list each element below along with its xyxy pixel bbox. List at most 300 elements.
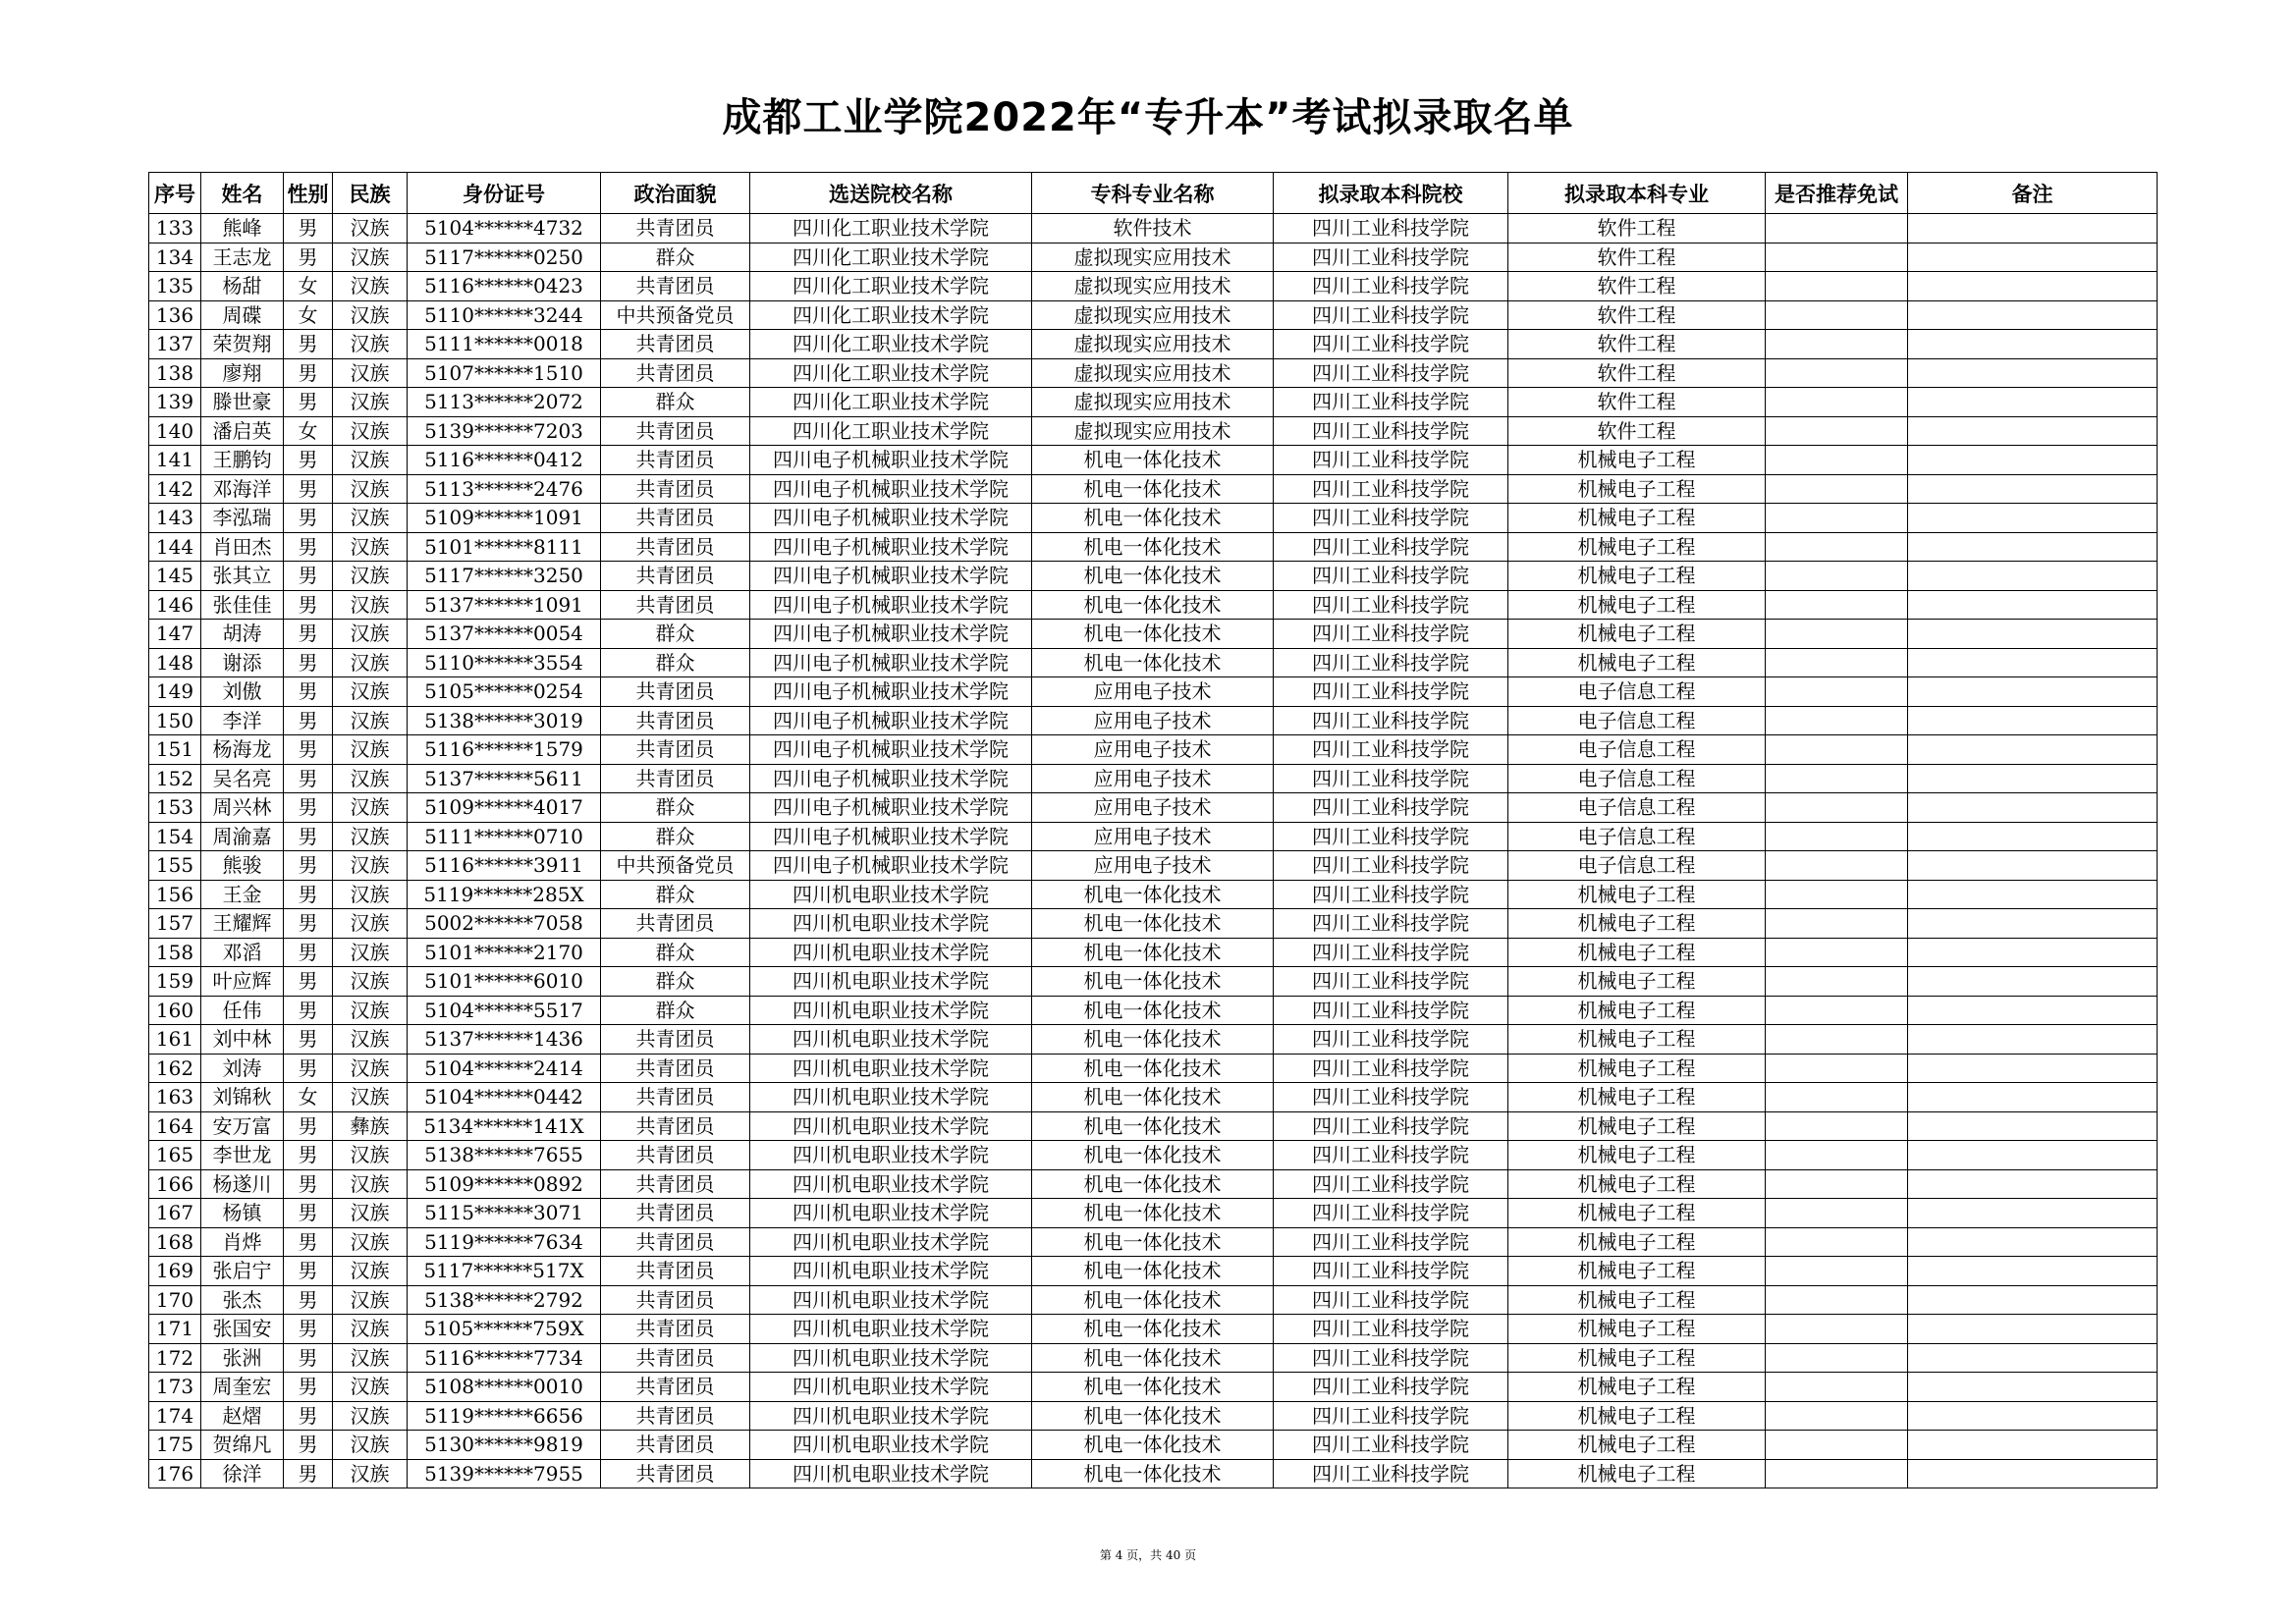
cell-id-number: 5107******1510 bbox=[408, 358, 601, 388]
cell-source-college: 四川电子机械职业技术学院 bbox=[750, 562, 1032, 591]
cell-gender: 男 bbox=[284, 446, 333, 475]
cell-name: 杨甜 bbox=[201, 272, 284, 301]
cell-exam-exempt bbox=[1766, 272, 1908, 301]
cell-source-college: 四川化工职业技术学院 bbox=[750, 300, 1032, 330]
table-row bbox=[149, 1169, 2158, 1199]
cell-source-college: 四川电子机械职业技术学院 bbox=[750, 706, 1032, 735]
cell-admit-major: 机械电子工程 bbox=[1508, 967, 1766, 997]
table-row bbox=[149, 1373, 2158, 1402]
cell-exam-exempt bbox=[1766, 300, 1908, 330]
cell-name: 荣贺翔 bbox=[201, 330, 284, 359]
cell-remarks bbox=[1908, 388, 2158, 417]
cell-ethnicity: 汉族 bbox=[333, 967, 408, 997]
cell-source-college: 四川电子机械职业技术学院 bbox=[750, 446, 1032, 475]
cell-admit-major: 机械电子工程 bbox=[1508, 1141, 1766, 1170]
cell-ethnicity: 汉族 bbox=[333, 851, 408, 881]
cell-index: 144 bbox=[149, 532, 201, 562]
table-row bbox=[149, 735, 2158, 765]
cell-remarks bbox=[1908, 446, 2158, 475]
cell-ethnicity: 汉族 bbox=[333, 1083, 408, 1112]
table-row bbox=[149, 504, 2158, 533]
cell-exam-exempt bbox=[1766, 330, 1908, 359]
cell-ethnicity: 汉族 bbox=[333, 1315, 408, 1344]
cell-political-status: 共青团员 bbox=[601, 706, 750, 735]
cell-exam-exempt bbox=[1766, 504, 1908, 533]
cell-admit-university: 四川工业科技学院 bbox=[1274, 1373, 1508, 1402]
table-row bbox=[149, 677, 2158, 707]
cell-ethnicity: 汉族 bbox=[333, 416, 408, 446]
cell-remarks bbox=[1908, 764, 2158, 793]
col-header-name: 姓名 bbox=[201, 173, 284, 214]
cell-source-college: 四川机电职业技术学院 bbox=[750, 1141, 1032, 1170]
cell-ethnicity: 汉族 bbox=[333, 1343, 408, 1373]
cell-associate-major: 机电一体化技术 bbox=[1032, 1343, 1274, 1373]
cell-id-number: 5109******1091 bbox=[408, 504, 601, 533]
cell-name: 贺绵凡 bbox=[201, 1431, 284, 1460]
cell-admit-university: 四川工业科技学院 bbox=[1274, 532, 1508, 562]
cell-admit-university: 四川工业科技学院 bbox=[1274, 909, 1508, 939]
cell-gender: 男 bbox=[284, 590, 333, 620]
cell-political-status: 共青团员 bbox=[601, 1025, 750, 1055]
cell-id-number: 5138******2792 bbox=[408, 1285, 601, 1315]
cell-remarks bbox=[1908, 735, 2158, 765]
cell-source-college: 四川机电职业技术学院 bbox=[750, 1199, 1032, 1228]
cell-admit-university: 四川工业科技学院 bbox=[1274, 706, 1508, 735]
cell-ethnicity: 汉族 bbox=[333, 474, 408, 504]
cell-admit-university: 四川工业科技学院 bbox=[1274, 1227, 1508, 1257]
cell-admit-university: 四川工业科技学院 bbox=[1274, 938, 1508, 967]
cell-index: 139 bbox=[149, 388, 201, 417]
cell-remarks bbox=[1908, 1431, 2158, 1460]
cell-id-number: 5137******1091 bbox=[408, 590, 601, 620]
cell-admit-university: 四川工业科技学院 bbox=[1274, 793, 1508, 823]
cell-political-status: 共青团员 bbox=[601, 590, 750, 620]
cell-name: 刘涛 bbox=[201, 1054, 284, 1083]
cell-source-college: 四川电子机械职业技术学院 bbox=[750, 677, 1032, 707]
cell-admit-university: 四川工业科技学院 bbox=[1274, 996, 1508, 1025]
cell-source-college: 四川机电职业技术学院 bbox=[750, 1025, 1032, 1055]
cell-admit-university: 四川工业科技学院 bbox=[1274, 620, 1508, 649]
cell-name: 杨遂川 bbox=[201, 1169, 284, 1199]
cell-political-status: 共青团员 bbox=[601, 1111, 750, 1141]
cell-remarks bbox=[1908, 1083, 2158, 1112]
cell-index: 162 bbox=[149, 1054, 201, 1083]
cell-gender: 男 bbox=[284, 793, 333, 823]
cell-source-college: 四川机电职业技术学院 bbox=[750, 1373, 1032, 1402]
cell-gender: 男 bbox=[284, 504, 333, 533]
cell-index: 151 bbox=[149, 735, 201, 765]
cell-remarks bbox=[1908, 909, 2158, 939]
cell-admit-major: 电子信息工程 bbox=[1508, 764, 1766, 793]
table-row bbox=[149, 620, 2158, 649]
cell-associate-major: 机电一体化技术 bbox=[1032, 1459, 1274, 1488]
cell-gender: 男 bbox=[284, 358, 333, 388]
cell-political-status: 群众 bbox=[601, 620, 750, 649]
cell-source-college: 四川电子机械职业技术学院 bbox=[750, 793, 1032, 823]
table-row bbox=[149, 1054, 2158, 1083]
cell-gender: 男 bbox=[284, 677, 333, 707]
cell-ethnicity: 汉族 bbox=[333, 793, 408, 823]
cell-exam-exempt bbox=[1766, 1459, 1908, 1488]
cell-gender: 女 bbox=[284, 416, 333, 446]
col-header-associate-major: 专科专业名称 bbox=[1032, 173, 1274, 214]
cell-index: 168 bbox=[149, 1227, 201, 1257]
cell-political-status: 共青团员 bbox=[601, 1459, 750, 1488]
table-row bbox=[149, 562, 2158, 591]
cell-exam-exempt bbox=[1766, 909, 1908, 939]
cell-ethnicity: 汉族 bbox=[333, 1169, 408, 1199]
cell-gender: 女 bbox=[284, 300, 333, 330]
cell-id-number: 5116******0412 bbox=[408, 446, 601, 475]
cell-admit-major: 机械电子工程 bbox=[1508, 1459, 1766, 1488]
cell-ethnicity: 汉族 bbox=[333, 735, 408, 765]
cell-gender: 男 bbox=[284, 938, 333, 967]
cell-name: 熊峰 bbox=[201, 214, 284, 243]
cell-ethnicity: 汉族 bbox=[333, 1257, 408, 1286]
cell-admit-major: 电子信息工程 bbox=[1508, 706, 1766, 735]
cell-gender: 男 bbox=[284, 620, 333, 649]
cell-admit-major: 软件工程 bbox=[1508, 300, 1766, 330]
cell-source-college: 四川机电职业技术学院 bbox=[750, 1315, 1032, 1344]
cell-admit-major: 机械电子工程 bbox=[1508, 504, 1766, 533]
cell-source-college: 四川电子机械职业技术学院 bbox=[750, 822, 1032, 851]
cell-index: 138 bbox=[149, 358, 201, 388]
cell-name: 张其立 bbox=[201, 562, 284, 591]
table-row bbox=[149, 590, 2158, 620]
cell-remarks bbox=[1908, 532, 2158, 562]
cell-gender: 男 bbox=[284, 1285, 333, 1315]
cell-exam-exempt bbox=[1766, 1141, 1908, 1170]
table-row bbox=[149, 793, 2158, 823]
cell-admit-major: 软件工程 bbox=[1508, 388, 1766, 417]
cell-source-college: 四川机电职业技术学院 bbox=[750, 996, 1032, 1025]
cell-admit-university: 四川工业科技学院 bbox=[1274, 562, 1508, 591]
cell-name: 李世龙 bbox=[201, 1141, 284, 1170]
cell-admit-university: 四川工业科技学院 bbox=[1274, 504, 1508, 533]
cell-id-number: 5002******7058 bbox=[408, 909, 601, 939]
cell-index: 153 bbox=[149, 793, 201, 823]
cell-id-number: 5113******2072 bbox=[408, 388, 601, 417]
cell-index: 146 bbox=[149, 590, 201, 620]
cell-gender: 男 bbox=[284, 880, 333, 909]
cell-gender: 男 bbox=[284, 1315, 333, 1344]
cell-gender: 男 bbox=[284, 1257, 333, 1286]
cell-political-status: 共青团员 bbox=[601, 1141, 750, 1170]
cell-ethnicity: 汉族 bbox=[333, 1431, 408, 1460]
cell-admit-major: 机械电子工程 bbox=[1508, 996, 1766, 1025]
cell-exam-exempt bbox=[1766, 1083, 1908, 1112]
cell-exam-exempt bbox=[1766, 764, 1908, 793]
cell-name: 任伟 bbox=[201, 996, 284, 1025]
cell-id-number: 5104******4732 bbox=[408, 214, 601, 243]
cell-admit-university: 四川工业科技学院 bbox=[1274, 880, 1508, 909]
cell-ethnicity: 汉族 bbox=[333, 706, 408, 735]
cell-ethnicity: 汉族 bbox=[333, 1459, 408, 1488]
cell-ethnicity: 汉族 bbox=[333, 330, 408, 359]
cell-id-number: 5116******3911 bbox=[408, 851, 601, 881]
cell-index: 145 bbox=[149, 562, 201, 591]
cell-admit-university: 四川工业科技学院 bbox=[1274, 474, 1508, 504]
cell-associate-major: 应用电子技术 bbox=[1032, 764, 1274, 793]
cell-admit-major: 机械电子工程 bbox=[1508, 909, 1766, 939]
cell-id-number: 5105******759X bbox=[408, 1315, 601, 1344]
cell-id-number: 5101******6010 bbox=[408, 967, 601, 997]
cell-admit-major: 软件工程 bbox=[1508, 243, 1766, 272]
cell-name: 王耀辉 bbox=[201, 909, 284, 939]
table-row bbox=[149, 214, 2158, 243]
cell-source-college: 四川化工职业技术学院 bbox=[750, 416, 1032, 446]
cell-ethnicity: 汉族 bbox=[333, 1373, 408, 1402]
cell-exam-exempt bbox=[1766, 851, 1908, 881]
cell-remarks bbox=[1908, 996, 2158, 1025]
table-row bbox=[149, 648, 2158, 677]
cell-exam-exempt bbox=[1766, 214, 1908, 243]
cell-remarks bbox=[1908, 880, 2158, 909]
cell-remarks bbox=[1908, 1315, 2158, 1344]
cell-id-number: 5134******141X bbox=[408, 1111, 601, 1141]
cell-id-number: 5139******7203 bbox=[408, 416, 601, 446]
cell-exam-exempt bbox=[1766, 562, 1908, 591]
cell-id-number: 5111******0018 bbox=[408, 330, 601, 359]
cell-exam-exempt bbox=[1766, 532, 1908, 562]
cell-associate-major: 机电一体化技术 bbox=[1032, 648, 1274, 677]
cell-admit-major: 机械电子工程 bbox=[1508, 590, 1766, 620]
table-row bbox=[149, 1025, 2158, 1055]
cell-political-status: 共青团员 bbox=[601, 735, 750, 765]
cell-admit-university: 四川工业科技学院 bbox=[1274, 590, 1508, 620]
cell-exam-exempt bbox=[1766, 1285, 1908, 1315]
cell-remarks bbox=[1908, 677, 2158, 707]
cell-political-status: 共青团员 bbox=[601, 1373, 750, 1402]
cell-index: 137 bbox=[149, 330, 201, 359]
cell-admit-university: 四川工业科技学院 bbox=[1274, 1083, 1508, 1112]
cell-name: 周碟 bbox=[201, 300, 284, 330]
cell-remarks bbox=[1908, 358, 2158, 388]
cell-admit-university: 四川工业科技学院 bbox=[1274, 388, 1508, 417]
table-row bbox=[149, 1459, 2158, 1488]
cell-admit-university: 四川工业科技学院 bbox=[1274, 1285, 1508, 1315]
cell-source-college: 四川化工职业技术学院 bbox=[750, 243, 1032, 272]
cell-index: 133 bbox=[149, 214, 201, 243]
cell-gender: 男 bbox=[284, 1459, 333, 1488]
cell-name: 王金 bbox=[201, 880, 284, 909]
col-header-exam-exempt: 是否推荐免试 bbox=[1766, 173, 1908, 214]
cell-source-college: 四川电子机械职业技术学院 bbox=[750, 851, 1032, 881]
cell-exam-exempt bbox=[1766, 243, 1908, 272]
cell-id-number: 5104******0442 bbox=[408, 1083, 601, 1112]
cell-associate-major: 机电一体化技术 bbox=[1032, 474, 1274, 504]
cell-political-status: 共青团员 bbox=[601, 764, 750, 793]
cell-id-number: 5117******3250 bbox=[408, 562, 601, 591]
cell-index: 134 bbox=[149, 243, 201, 272]
cell-admit-university: 四川工业科技学院 bbox=[1274, 330, 1508, 359]
cell-admit-major: 机械电子工程 bbox=[1508, 620, 1766, 649]
cell-political-status: 群众 bbox=[601, 793, 750, 823]
cell-gender: 男 bbox=[284, 822, 333, 851]
cell-ethnicity: 汉族 bbox=[333, 938, 408, 967]
cell-id-number: 5137******1436 bbox=[408, 1025, 601, 1055]
cell-admit-major: 机械电子工程 bbox=[1508, 562, 1766, 591]
cell-associate-major: 机电一体化技术 bbox=[1032, 938, 1274, 967]
cell-index: 157 bbox=[149, 909, 201, 939]
cell-remarks bbox=[1908, 504, 2158, 533]
cell-id-number: 5104******5517 bbox=[408, 996, 601, 1025]
cell-exam-exempt bbox=[1766, 996, 1908, 1025]
cell-associate-major: 应用电子技术 bbox=[1032, 822, 1274, 851]
cell-associate-major: 机电一体化技术 bbox=[1032, 1169, 1274, 1199]
cell-admit-university: 四川工业科技学院 bbox=[1274, 648, 1508, 677]
col-header-admit-university: 拟录取本科院校 bbox=[1274, 173, 1508, 214]
cell-exam-exempt bbox=[1766, 416, 1908, 446]
cell-id-number: 5101******2170 bbox=[408, 938, 601, 967]
cell-admit-major: 软件工程 bbox=[1508, 214, 1766, 243]
cell-gender: 男 bbox=[284, 851, 333, 881]
table-row bbox=[149, 330, 2158, 359]
cell-index: 175 bbox=[149, 1431, 201, 1460]
table-row bbox=[149, 764, 2158, 793]
cell-admit-university: 四川工业科技学院 bbox=[1274, 1315, 1508, 1344]
table-row bbox=[149, 243, 2158, 272]
cell-ethnicity: 汉族 bbox=[333, 214, 408, 243]
table-row bbox=[149, 822, 2158, 851]
cell-admit-university: 四川工业科技学院 bbox=[1274, 967, 1508, 997]
cell-id-number: 5104******2414 bbox=[408, 1054, 601, 1083]
cell-associate-major: 机电一体化技术 bbox=[1032, 1199, 1274, 1228]
cell-index: 150 bbox=[149, 706, 201, 735]
cell-index: 166 bbox=[149, 1169, 201, 1199]
cell-admit-university: 四川工业科技学院 bbox=[1274, 1257, 1508, 1286]
cell-exam-exempt bbox=[1766, 620, 1908, 649]
cell-admit-major: 机械电子工程 bbox=[1508, 1315, 1766, 1344]
table-row bbox=[149, 1401, 2158, 1431]
cell-source-college: 四川机电职业技术学院 bbox=[750, 1054, 1032, 1083]
cell-index: 170 bbox=[149, 1285, 201, 1315]
cell-admit-university: 四川工业科技学院 bbox=[1274, 1054, 1508, 1083]
cell-admit-major: 软件工程 bbox=[1508, 272, 1766, 301]
cell-id-number: 5139******7955 bbox=[408, 1459, 601, 1488]
cell-gender: 男 bbox=[284, 1111, 333, 1141]
cell-ethnicity: 汉族 bbox=[333, 358, 408, 388]
cell-id-number: 5113******2476 bbox=[408, 474, 601, 504]
cell-political-status: 共青团员 bbox=[601, 1199, 750, 1228]
cell-source-college: 四川机电职业技术学院 bbox=[750, 1285, 1032, 1315]
cell-political-status: 共青团员 bbox=[601, 1343, 750, 1373]
cell-index: 174 bbox=[149, 1401, 201, 1431]
cell-id-number: 5105******0254 bbox=[408, 677, 601, 707]
cell-admit-major: 机械电子工程 bbox=[1508, 1373, 1766, 1402]
cell-name: 吴名亮 bbox=[201, 764, 284, 793]
cell-source-college: 四川机电职业技术学院 bbox=[750, 1401, 1032, 1431]
cell-admit-major: 机械电子工程 bbox=[1508, 474, 1766, 504]
cell-index: 169 bbox=[149, 1257, 201, 1286]
cell-index: 141 bbox=[149, 446, 201, 475]
cell-remarks bbox=[1908, 1257, 2158, 1286]
cell-associate-major: 机电一体化技术 bbox=[1032, 562, 1274, 591]
cell-ethnicity: 汉族 bbox=[333, 880, 408, 909]
table-row bbox=[149, 532, 2158, 562]
cell-name: 张洲 bbox=[201, 1343, 284, 1373]
cell-political-status: 共青团员 bbox=[601, 214, 750, 243]
cell-admit-major: 软件工程 bbox=[1508, 358, 1766, 388]
col-header-political-status: 政治面貌 bbox=[601, 173, 750, 214]
cell-source-college: 四川电子机械职业技术学院 bbox=[750, 620, 1032, 649]
cell-index: 152 bbox=[149, 764, 201, 793]
cell-admit-university: 四川工业科技学院 bbox=[1274, 446, 1508, 475]
cell-id-number: 5130******9819 bbox=[408, 1431, 601, 1460]
cell-remarks bbox=[1908, 330, 2158, 359]
cell-name: 胡涛 bbox=[201, 620, 284, 649]
cell-index: 143 bbox=[149, 504, 201, 533]
table-row bbox=[149, 1111, 2158, 1141]
cell-name: 杨海龙 bbox=[201, 735, 284, 765]
table-row bbox=[149, 851, 2158, 881]
cell-political-status: 共青团员 bbox=[601, 416, 750, 446]
cell-admit-university: 四川工业科技学院 bbox=[1274, 764, 1508, 793]
cell-id-number: 5119******6656 bbox=[408, 1401, 601, 1431]
cell-associate-major: 机电一体化技术 bbox=[1032, 1111, 1274, 1141]
cell-admit-university: 四川工业科技学院 bbox=[1274, 1169, 1508, 1199]
cell-associate-major: 机电一体化技术 bbox=[1032, 1054, 1274, 1083]
cell-remarks bbox=[1908, 272, 2158, 301]
cell-remarks bbox=[1908, 562, 2158, 591]
cell-exam-exempt bbox=[1766, 1373, 1908, 1402]
cell-remarks bbox=[1908, 1111, 2158, 1141]
table-row bbox=[149, 967, 2158, 997]
cell-remarks bbox=[1908, 1227, 2158, 1257]
cell-associate-major: 虚拟现实应用技术 bbox=[1032, 388, 1274, 417]
cell-ethnicity: 汉族 bbox=[333, 1227, 408, 1257]
table-row bbox=[149, 909, 2158, 939]
cell-associate-major: 虚拟现实应用技术 bbox=[1032, 300, 1274, 330]
cell-id-number: 5108******0010 bbox=[408, 1373, 601, 1402]
cell-name: 熊骏 bbox=[201, 851, 284, 881]
cell-index: 155 bbox=[149, 851, 201, 881]
cell-name: 谢添 bbox=[201, 648, 284, 677]
cell-associate-major: 虚拟现实应用技术 bbox=[1032, 416, 1274, 446]
cell-exam-exempt bbox=[1766, 967, 1908, 997]
cell-associate-major: 机电一体化技术 bbox=[1032, 1431, 1274, 1460]
cell-exam-exempt bbox=[1766, 1227, 1908, 1257]
cell-associate-major: 机电一体化技术 bbox=[1032, 504, 1274, 533]
cell-remarks bbox=[1908, 706, 2158, 735]
cell-gender: 男 bbox=[284, 1054, 333, 1083]
cell-source-college: 四川机电职业技术学院 bbox=[750, 967, 1032, 997]
cell-admit-university: 四川工业科技学院 bbox=[1274, 416, 1508, 446]
cell-id-number: 5116******7734 bbox=[408, 1343, 601, 1373]
cell-ethnicity: 汉族 bbox=[333, 272, 408, 301]
cell-remarks bbox=[1908, 1054, 2158, 1083]
cell-gender: 男 bbox=[284, 474, 333, 504]
cell-gender: 男 bbox=[284, 1343, 333, 1373]
cell-ethnicity: 汉族 bbox=[333, 620, 408, 649]
cell-remarks bbox=[1908, 1373, 2158, 1402]
table-row bbox=[149, 272, 2158, 301]
cell-political-status: 共青团员 bbox=[601, 1315, 750, 1344]
cell-admit-major: 机械电子工程 bbox=[1508, 938, 1766, 967]
table-row bbox=[149, 474, 2158, 504]
cell-gender: 男 bbox=[284, 1431, 333, 1460]
cell-source-college: 四川机电职业技术学院 bbox=[750, 1257, 1032, 1286]
cell-admit-major: 软件工程 bbox=[1508, 416, 1766, 446]
cell-source-college: 四川电子机械职业技术学院 bbox=[750, 590, 1032, 620]
cell-remarks bbox=[1908, 620, 2158, 649]
cell-associate-major: 机电一体化技术 bbox=[1032, 1257, 1274, 1286]
cell-admit-major: 机械电子工程 bbox=[1508, 532, 1766, 562]
cell-gender: 男 bbox=[284, 330, 333, 359]
cell-name: 邓海洋 bbox=[201, 474, 284, 504]
cell-source-college: 四川电子机械职业技术学院 bbox=[750, 648, 1032, 677]
cell-id-number: 5119******285X bbox=[408, 880, 601, 909]
